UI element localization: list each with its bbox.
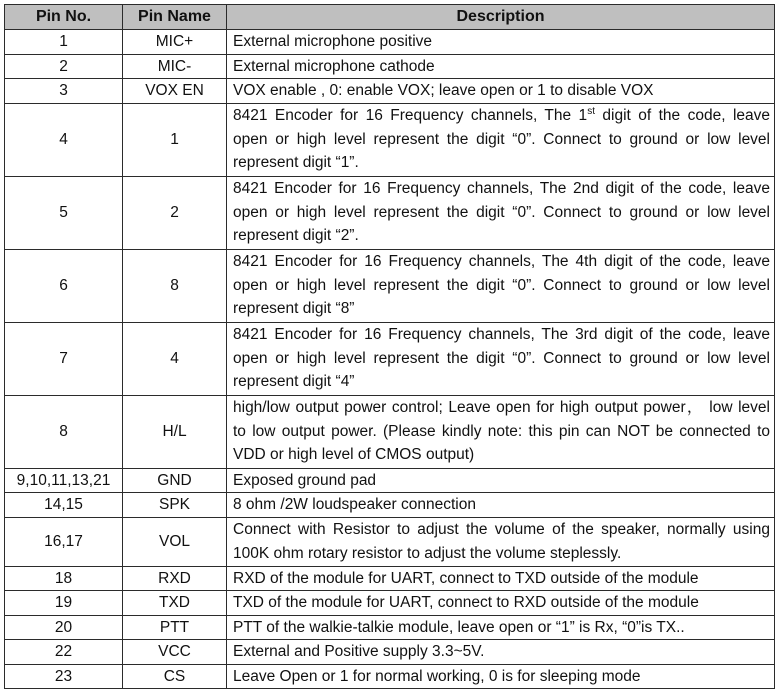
pin-name: CS [123, 664, 227, 689]
pin-name: 1 [123, 103, 227, 176]
pin-name: SPK [123, 493, 227, 518]
pin-number: 8 [5, 395, 123, 468]
pin-name: 8 [123, 249, 227, 322]
pin-name: MIC- [123, 54, 227, 79]
pin-number: 16,17 [5, 517, 123, 566]
table-row [5, 615, 775, 640]
table-row [5, 176, 775, 249]
table-row [5, 517, 775, 566]
description-text-part: 8421 Encoder for 16 Frequency channels, The 1 [233, 107, 588, 125]
pin-name: 2 [123, 176, 227, 249]
description-text-part: digit of the code, leave open or high level represent the digit “0”. Connect to ground or low level represent digit “1”. [233, 107, 770, 172]
table-row [5, 493, 775, 518]
pin-name: H/L [123, 395, 227, 468]
pin-description: External microphone cathode [227, 54, 775, 79]
pin-description: Connect with Resistor to adjust the volume of the speaker, normally using 100K ohm rotary resistor to adjust the volume steplessly. [227, 517, 775, 566]
pin-number: 23 [5, 664, 123, 689]
pin-description: RXD of the module for UART, connect to TXD outside of the module [227, 566, 775, 591]
pin-name: VCC [123, 640, 227, 665]
ordinal-superscript: st [587, 106, 595, 118]
pin-number: 1 [5, 30, 123, 55]
pin-description: TXD of the module for UART, connect to RXD outside of the module [227, 591, 775, 616]
pin-number: 9,10,11,13,21 [5, 468, 123, 493]
pin-number: 3 [5, 79, 123, 104]
pin-description: Leave Open or 1 for normal working, 0 is for sleeping mode [227, 664, 775, 689]
pin-number: 22 [5, 640, 123, 665]
table-row [5, 664, 775, 689]
pin-number: 20 [5, 615, 123, 640]
table-row [5, 79, 775, 104]
pin-number: 7 [5, 322, 123, 395]
table-row [5, 103, 775, 176]
pin-description: 8 ohm /2W loudspeaker connection [227, 493, 775, 518]
pin-name: MIC+ [123, 30, 227, 55]
pin-description: 8421 Encoder for 16 Frequency channels, The 2nd digit of the code, leave open or high level represent the digit “0”. Connect to ground or low level represent digit “2”. [227, 176, 775, 249]
table-row [5, 322, 775, 395]
table-row [5, 566, 775, 591]
header-pin-name: Pin Name [123, 5, 227, 30]
pin-description: 8421 Encoder for 16 Frequency channels, The 4th digit of the code, leave open or high level represent the digit “0”. Connect to ground or low level represent digit “8” [227, 249, 775, 322]
pin-number: 4 [5, 103, 123, 176]
pin-description: External microphone positive [227, 30, 775, 55]
table-header-row [5, 5, 775, 30]
table-row [5, 249, 775, 322]
pin-number: 18 [5, 566, 123, 591]
pin-description: Exposed ground pad [227, 468, 775, 493]
pin-number: 6 [5, 249, 123, 322]
pin-number: 5 [5, 176, 123, 249]
pin-description: high/low output power control; Leave open for high output power， low level to low output power. (Please kindly note: this pin can NOT be connected to VDD or high level of CMOS output) [227, 395, 775, 468]
pin-description: VOX enable , 0: enable VOX; leave open or 1 to disable VOX [227, 79, 775, 104]
pin-number: 19 [5, 591, 123, 616]
pin-number: 14,15 [5, 493, 123, 518]
table-row [5, 591, 775, 616]
pin-name: 4 [123, 322, 227, 395]
pin-name: VOL [123, 517, 227, 566]
table-row [5, 30, 775, 55]
pin-description: External and Positive supply 3.3~5V. [227, 640, 775, 665]
pin-name: RXD [123, 566, 227, 591]
table-row [5, 395, 775, 468]
pin-name: GND [123, 468, 227, 493]
pin-description: 8421 Encoder for 16 Frequency channels, The 3rd digit of the code, leave open or high level represent the digit “0”. Connect to ground or low level represent digit “4” [227, 322, 775, 395]
pin-description [227, 103, 775, 176]
pin-description-table [4, 4, 775, 689]
table-row [5, 54, 775, 79]
header-description: Description [227, 5, 775, 30]
pin-description: PTT of the walkie-talkie module, leave open or “1” is Rx, “0”is TX.. [227, 615, 775, 640]
pin-number: 2 [5, 54, 123, 79]
pin-name: VOX EN [123, 79, 227, 104]
table-row [5, 468, 775, 493]
pin-name: PTT [123, 615, 227, 640]
header-pin-no: Pin No. [5, 5, 123, 30]
pin-name: TXD [123, 591, 227, 616]
table-row [5, 640, 775, 665]
